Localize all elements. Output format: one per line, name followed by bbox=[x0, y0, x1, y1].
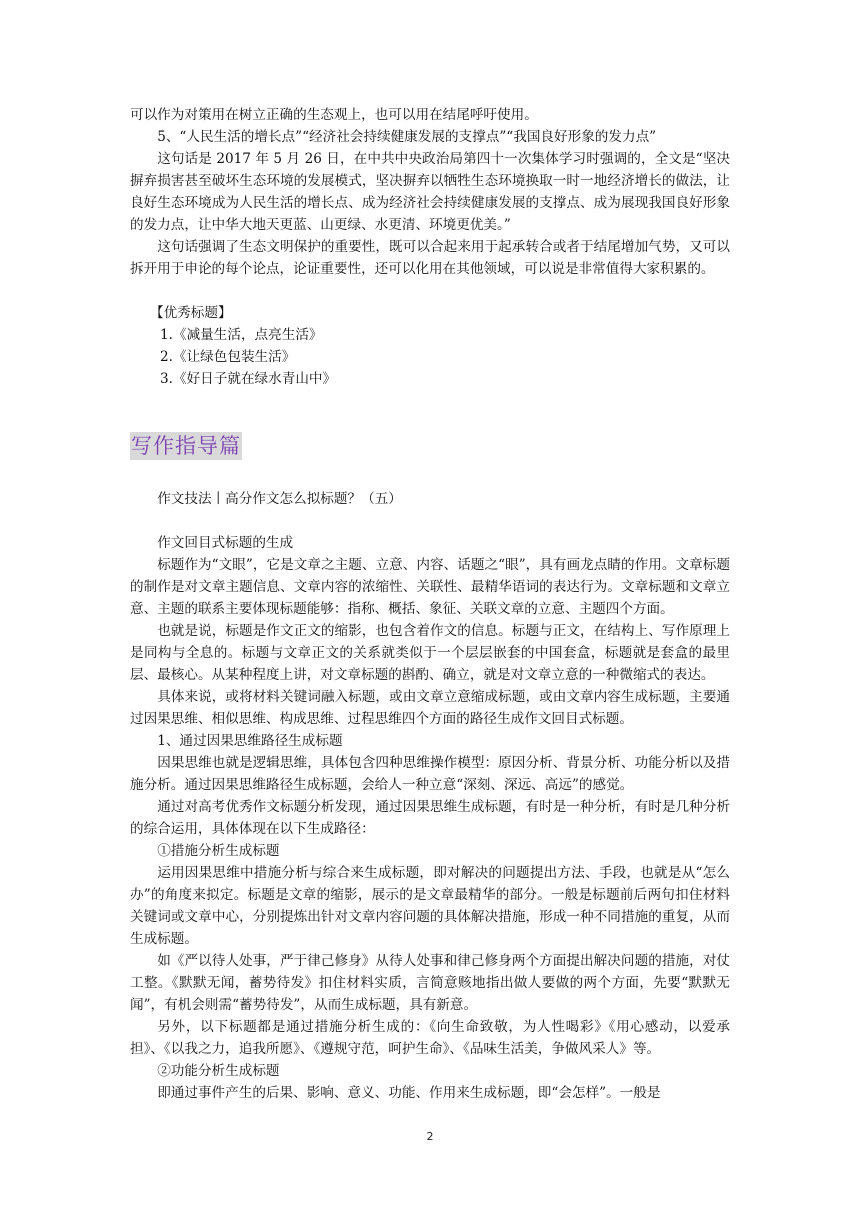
paragraph: 运用因果思维中措施分析与综合来生成标题，即对解决的问题提出方法、手段，也就是从“怎么办”的角度来拟定。标题是文章的缩影，展示的是文章最精华的部分。一般是标题前后两句扣住材料关键词或文章中心，分别提炼出针对文章内容问题的具体解决措施，形成一种不同措施的重复，从而生成标题。 bbox=[130, 865, 730, 947]
article-subtitle: 作文回目式标题的生成 bbox=[157, 535, 294, 551]
title-list-item: 1.《减量生活，点亮生活》 bbox=[160, 327, 323, 343]
title-list-item: 3.《好日子就在绿水青山中》 bbox=[160, 371, 337, 387]
spacer bbox=[130, 280, 730, 302]
subheading: ①措施分析生成标题 bbox=[157, 843, 280, 859]
page-number: 2 bbox=[426, 1130, 434, 1143]
paragraph: 另外，以下标题都是通过措施分析生成的：《向生命致敬，为人性喝彩》《用心感动，以爱承担》、《以我之力，追我所愿》、《遵规守范，呵护生命》、《品味生活美，争做风采人》等。 bbox=[130, 1019, 730, 1057]
excellent-titles-heading: 【优秀标题】 bbox=[150, 305, 232, 321]
paragraph: 具体来说，或将材料关键词融入标题，或由文章立意缩成标题，或由文章内容生成标题，主要通过因果思维、相似思维、构成思维、过程思维四个方面的路径生成作文回目式标题。 bbox=[130, 689, 730, 727]
paragraph: 通过对高考优秀作文标题分析发现，通过因果思维生成标题，有时是一种分析，有时是几种分析的综合运用，具体体现在以下生成路径： bbox=[130, 799, 730, 837]
paragraph: 这句话是 2017 年 5 月 26 日，在中共中央政治局第四十一次集体学习时强调的，全文是“坚决摒弃损害甚至破坏生态环境的发展模式，坚决摒弃以牺牲生态环境换取一时一地经济增长的做法，让良好生态环境成为人民生活的增长点、成为经济社会持续健康发展的支撑点、成为展现我国良好形象的发力点，让中华大地天更蓝、山更绿、水更清、环境更优美。” bbox=[130, 151, 730, 233]
spacer bbox=[130, 390, 730, 432]
paragraph: 标题作为“文眼”，它是文章之主题、立意、内容、话题之“眼”，具有画龙点睛的作用。文章标题的制作是对文章主题信息、文章内容的浓缩性、关联性、最精华语词的表达行为。文章标题和文章立意、主题的联系主要体现标题能够：指称、概括、象征、关联文章的立意、主题四个方面。 bbox=[130, 557, 730, 617]
paragraph: 这句话强调了生态文明保护的重要性，既可以合起来用于起承转合或者于结尾增加气势，又可以拆开用于申论的每个论点，论证重要性，还可以化用在其他领域，可以说是非常值得大家积累的。 bbox=[130, 239, 730, 277]
subheading: ②功能分析生成标题 bbox=[157, 1063, 280, 1079]
paragraph: 即通过事件产生的后果、影响、意义、功能、作用来生成标题，即“会怎样”。一般是 bbox=[157, 1085, 661, 1101]
spacer bbox=[130, 510, 730, 532]
document-page bbox=[130, 104, 730, 1104]
item-5-heading: 5、“人民生活的增长点”“经济社会持续健康发展的支撑点”“我国良好形象的发力点” bbox=[157, 129, 657, 145]
subheading: 1、通过因果思维路径生成标题 bbox=[157, 733, 343, 749]
spacer bbox=[130, 460, 730, 488]
section-heading-wrap bbox=[130, 432, 730, 460]
paragraph: 可以作为对策用在树立正确的生态观上，也可以用在结尾呼吁使用。 bbox=[130, 107, 538, 123]
title-list-item: 2.《让绿色包装生活》 bbox=[160, 349, 296, 365]
article-title: 作文技法丨高分作文怎么拟标题？（五） bbox=[157, 491, 402, 507]
section-heading: 写作指导篇 bbox=[131, 434, 241, 458]
paragraph: 如《严以待人处事，严于律己修身》从待人处事和律己修身两个方面提出解决问题的措施，对仗工整。《默默无闻，蓄势待发》扣住材料实质，言简意赅地指出做人要做的两个方面，先要“默默无闻”，有机会则需“蓄势待发”，从而生成标题，具有新意。 bbox=[130, 953, 730, 1013]
paragraph: 也就是说，标题是作文正文的缩影，也包含着作文的信息。标题与正文，在结构上、写作原理上是同构与全息的。标题与文章正文的关系就类似于一个层层嵌套的中国套盒，标题就是套盒的最里层、最核心。从某种程度上讲，对文章标题的斟酌、确立，就是对文章立意的一种微缩式的表达。 bbox=[130, 623, 730, 683]
paragraph: 因果思维也就是逻辑思维，具体包含四种思维操作模型：原因分析、背景分析、功能分析以及措施分析。通过因果思维路径生成标题，会给人一种立意“深刻、深远、高远”的感觉。 bbox=[130, 755, 730, 793]
